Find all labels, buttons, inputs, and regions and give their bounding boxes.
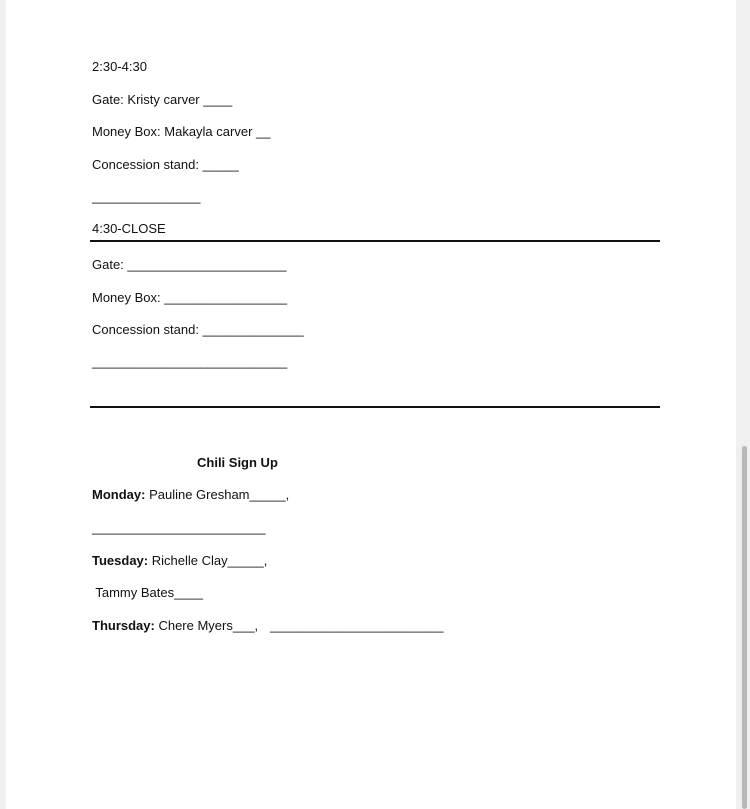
blank-line: ___________________________ (92, 354, 288, 369)
section-divider (90, 240, 660, 242)
monday-value: Pauline Gresham_____, (145, 487, 290, 502)
monday-label: Monday: (92, 487, 146, 502)
monday-entry (92, 487, 289, 503)
thursday-value: Chere Myers___, (154, 618, 259, 633)
concession-assignment: Concession stand: ______________ (92, 322, 304, 337)
tuesday-label: Tuesday: (92, 553, 149, 568)
scrollbar-thumb[interactable] (742, 446, 747, 809)
concession-assignment: Concession stand: _____ (92, 157, 239, 172)
blank-line: ________________________ (92, 520, 266, 535)
chili-signup-title: Chili Sign Up (197, 455, 278, 470)
gate-assignment: Gate: ______________________ (92, 257, 287, 272)
thursday-entry (92, 618, 258, 634)
gate-assignment: Gate: Kristy carver ____ (92, 92, 233, 107)
thursday-label: Thursday: (92, 618, 155, 633)
document-page (6, 0, 736, 809)
shift-time-4-30-close: 4:30-CLOSE (92, 221, 166, 236)
shift-time-2-30: 2:30-4:30 (92, 59, 147, 74)
tuesday-value: Richelle Clay_____, (148, 553, 268, 568)
section-divider (90, 406, 660, 408)
tuesday-extra-entry: Tammy Bates____ (92, 585, 204, 600)
money-box-assignment: Money Box: _________________ (92, 290, 288, 305)
tuesday-entry (92, 553, 267, 569)
money-box-assignment: Money Box: Makayla carver __ (92, 124, 271, 139)
blank-line: _______________ (92, 189, 201, 204)
blank-line: ________________________ (270, 618, 444, 633)
